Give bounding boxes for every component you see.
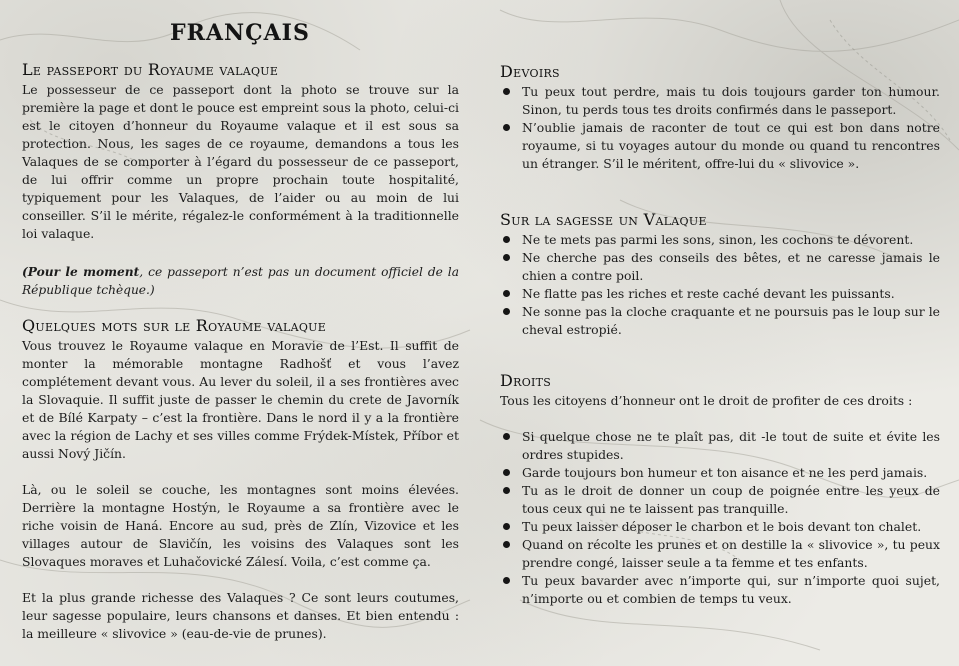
right-item-3 [500,482,940,518]
wisdom-list [500,231,940,339]
passport-body: Le possesseur de ce passeport dont la photo se trouve sur la première la page et dont le pouce est empreint sous la photo, celui-ci est le citoyen d’honneur du Royaume valaque et il est sous sa protection. Nous, les sages de ce royaume, demandons a tous les Valaques de se comporter à l’égard du possesseur de ce passeport, de lui offrir comme un propre prochain toute hospitalité, typiquement pour les Valaques, de l’aider ou au moin de lui conseiller. S’il le mérite, régalez-le conformément à la traditionnelle loi valaque. [22,82,459,241]
bullet-icon [503,124,510,131]
bullet-icon [503,523,510,530]
passport-heading: Le passeport du Royaume valaque [22,60,279,79]
right-item-5 [500,536,940,572]
wisdom-item-4-text: Ne sonne pas la cloche craquante et ne poursuis pas le loup sur le cheval estropié. [522,304,940,337]
wisdom-item-3-text: Ne flatte pas les riches et reste caché devant les puissants. [522,286,895,301]
rights-list [500,428,940,608]
right-item-3-text: Tu as le droit de donner un coup de poignée entre les yeux de tous ceux qui ne te laissent pas tranquille. [522,483,940,516]
bullet-icon [503,541,510,548]
right-item-2-text: Garde toujours bon humeur et ton aisance et ne les perd jamais. [522,465,928,480]
kingdom-heading: Quelques mots sur le Royaume valaque [22,316,327,335]
rights-heading: Droits [500,371,552,390]
bullet-icon [503,433,510,440]
wisdom-item-1-text: Ne te mets pas parmi les sons, sinon, les cochons te dévorent. [522,232,914,247]
duty-item-1-text: Tu peux tout perdre, mais tu dois toujours garder ton humour. Sinon, tu perds tous tes droits confirmés dans le passeport. [522,84,940,117]
wisdom-heading: Sur la sagesse un Valaque [500,210,707,229]
rights-intro: Tous les citoyens d’honneur ont le droit de profiter de ces droits : [500,393,913,408]
bullet-icon [503,236,510,243]
right-item-1-text: Si quelque chose ne te plaît pas, dit -le tout de suite et évite les ordres stupides. [522,429,940,462]
bullet-icon [503,487,510,494]
bullet-icon [503,88,510,95]
bullet-icon [503,469,510,476]
kingdom-section [22,316,459,643]
right-item-5-text: Quand on récolte les prunes et on destille la « slivovice », tu peux prendre congé, laisser seule a ta femme et tes enfants. [522,537,940,570]
wisdom-item-3 [500,285,940,303]
duties-list [500,83,940,173]
duty-item-2 [500,119,940,173]
passport-section [22,60,459,299]
duties-heading: Devoirs [500,62,560,81]
passport-note-rest: , ce passeport n’est pas un document officiel de la République tchèque.) [22,265,459,297]
passport-note [22,263,459,299]
wisdom-item-2-text: Ne cherche pas des conseils des bêtes, et ne caresse jamais le chien a contre poil. [522,250,940,283]
right-item-6 [500,572,940,608]
bullet-icon [503,254,510,261]
kingdom-para-3: Et la plus grande richesse des Valaques ? Ce sont leurs coutumes, leur sagesse populaire, leurs chansons et danses. Et bien entendu : la meilleure « slivovice » (eau-de-vie de prunes). [22,590,459,641]
bullet-icon [503,290,510,297]
wisdom-item-4 [500,303,940,339]
duty-item-2-text: N’oublie jamais de raconter de tout ce qui est bon dans notre royaume, si tu voyages autour du monde ou quand tu rencontres un étranger. S’il le méritent, offre-lui du « slivovice ». [522,120,940,171]
duties-section [500,62,940,173]
wisdom-item-1 [500,231,940,249]
kingdom-para-2: Là, ou le soleil se couche, les montagnes sont moins élevées. Derrière la montagne Hostýn, le Royaume a sa frontière avec le riche voisin de Haná. Encore au sud, près de Zlín, Vizovice et les villages autour de Slavičín, les voisins des Valaques sont les Slovaques moraves et Luhačovické Zálesí. Voila, c’est comme ça. [22,482,459,569]
bullet-icon [503,308,510,315]
wisdom-section [500,210,940,339]
right-item-6-text: Tu peux bavarder avec n’importe qui, sur n’importe quoi sujet, n’importe ou et combien de temps tu veux. [522,573,940,606]
bullet-icon [503,577,510,584]
kingdom-para-1: Vous trouvez le Royaume valaque en Moravie de l’Est. Il suffit de monter la mémorable montagne Radhošť et vous l’avez complétement devant vous. Au lever du soleil, il a ses frontières avec la Slovaquie. Il suffit juste de passer le chemin du crete de Javorník et de Bílé Karpaty – c’est la frontière. Dans le nord il y a la frontière avec la région de Lachy et ses villes comme Frýdek-Místek, Příbor et aussi Nový Jičín. [22,338,459,461]
language-title: FRANÇAIS [170,20,310,46]
right-item-2 [500,464,940,482]
right-item-1 [500,428,940,464]
right-item-4-text: Tu peux laisser déposer le charbon et le bois devant ton chalet. [522,519,922,534]
right-item-4 [500,518,940,536]
wisdom-item-2 [500,249,940,285]
passport-note-bold: (Pour le moment [22,265,140,279]
duty-item-1 [500,83,940,119]
rights-section [500,371,940,608]
